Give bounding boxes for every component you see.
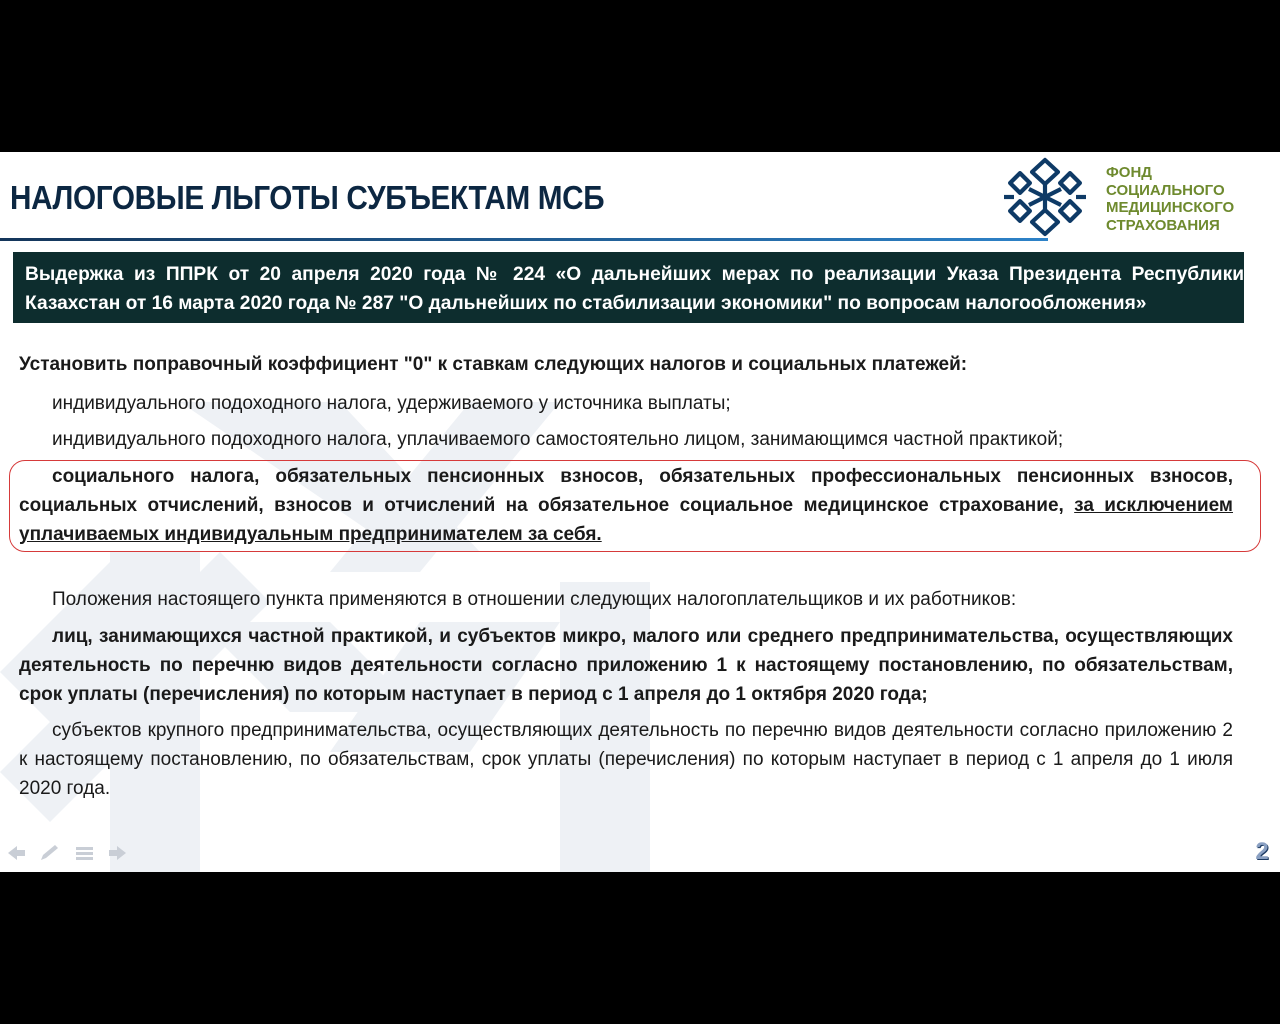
fund-logo-text — [1106, 164, 1234, 234]
logo-line: ФОНД — [1106, 164, 1152, 181]
logo-line: СОЦИАЛЬНОГО — [1106, 181, 1225, 199]
arrow-left-icon[interactable] — [8, 846, 25, 860]
menu-icon[interactable] — [76, 847, 93, 860]
slide — [0, 152, 1280, 872]
slide-nav-controls — [8, 844, 132, 862]
highlighted-item-exception: за исключением уплачиваемых индивидуальным предпринимателем за себя. — [19, 495, 1233, 545]
list-item: индивидуального подоходного налога, удерживаемого у источника выплаты; — [52, 393, 731, 414]
paragraph-bold: лиц, занимающихся частной практикой, и субъектов микро, малого или среднего предпринимательства, осуществляющих деятельность по перечню видов деятельности согласно приложению 1 к настоящему постановлению, по обязательствам, срок уплаты (перечисления) по которым наступает в период с 1 апреля до 1 октября 2020 года; — [19, 626, 1233, 705]
arrow-right-icon[interactable] — [109, 846, 126, 860]
highlighted-item-text: социального налога, обязательных пенсионных взносов, обязательных профессиональных пенсионных взносов, социальных отчислений, взносов и отчислений на обязательное социальное медицинское страхование, — [19, 466, 1233, 516]
paragraph-intro: Положения настоящего пункта применяются в отношении следующих налогоплательщиков и их работников: — [52, 589, 1017, 610]
page-title: НАЛОГОВЫЕ ЛЬГОТЫ СУБЪЕКТАМ МСБ — [10, 179, 605, 216]
section-heading: Установить поправочный коэффициент "0" к ставкам следующих налогов и социальных платежей: — [19, 354, 968, 375]
list-item: индивидуального подоходного налога, уплачиваемого самостоятельно лицом, занимающимся частной практикой; — [52, 429, 1064, 450]
paragraph-normal: субъектов крупного предпринимательства, осуществляющих деятельность по перечню видов деятельности согласно приложению 2 к настоящему постановлению, по обязательствам, срок уплаты (перечисления) по которым наступает в период с 1 апреля до 1 июля 2020 года. — [19, 720, 1233, 799]
fund-logo-icon — [1000, 156, 1090, 238]
title-underline — [0, 238, 1048, 241]
pen-icon[interactable] — [41, 845, 58, 860]
highlighted-item — [19, 462, 1233, 549]
banner-text: Выдержка из ППРК от 20 апреля 2020 года № 224 «О дальнейших мерах по реализации Указа Президента Республики Казахстан от 16 марта 2020 года № 287 "О дальнейших по стабилизации экономики" по вопросам налогообложения» — [25, 264, 1244, 314]
excerpt-banner — [13, 252, 1244, 323]
logo-line: СТРАХОВАНИЯ — [1106, 216, 1220, 234]
logo-line: МЕДИЦИНСКОГО — [1106, 199, 1235, 216]
page-number: 2 — [1255, 838, 1269, 865]
